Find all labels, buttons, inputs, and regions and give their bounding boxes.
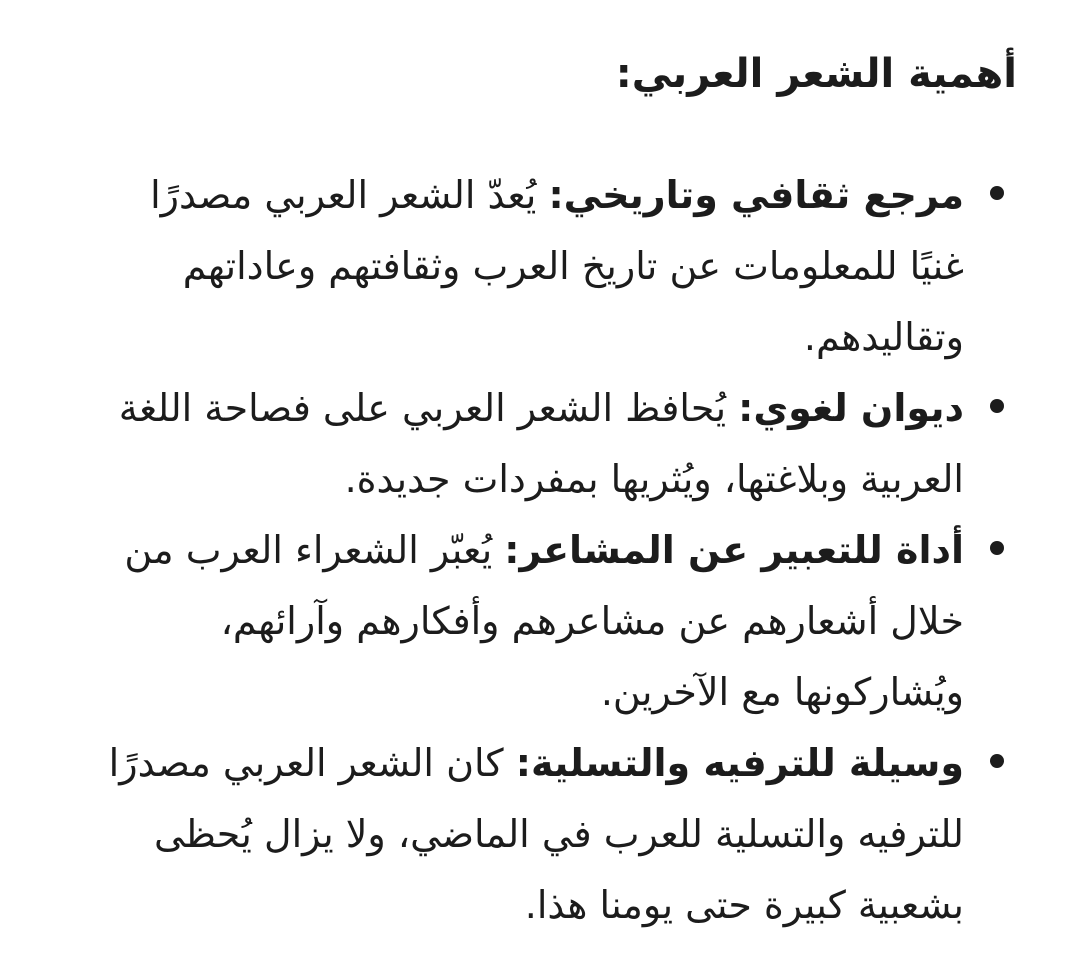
list-item	[104, 728, 964, 941]
item-term: ديوان لغوي:	[738, 386, 964, 430]
item-term: مرجع ثقافي وتاريخي:	[548, 173, 964, 217]
item-text: يُحافظ الشعر العربي على فصاحة اللغة العربية وبلاغتها، ويُثريها بمفردات جديدة.	[118, 386, 964, 501]
item-text: يُعبّر الشعراء العرب من خلال أشعارهم عن مشاعرهم وأفكارهم وآرائهم، ويُشاركونها مع الآخرين.	[124, 528, 964, 714]
bullet-list	[104, 160, 964, 941]
list-item	[104, 373, 964, 515]
item-term: وسيلة للترفيه والتسلية:	[515, 741, 964, 785]
item-term: أداة للتعبير عن المشاعر:	[504, 528, 964, 572]
list-item	[104, 515, 964, 728]
bullet-icon	[990, 186, 1004, 200]
bullet-icon	[990, 754, 1004, 768]
item-text: كان الشعر العربي مصدرًا للترفيه والتسلية للعرب في الماضي، ولا يزال يُحظى بشعبية كبيرة حتى يومنا هذا.	[108, 741, 964, 927]
list-item	[104, 160, 964, 373]
bullet-icon	[990, 541, 1004, 555]
item-text: يُعدّ الشعر العربي مصدرًا غنيًا للمعلومات عن تاريخ العرب وثقافتهم وعاداتهم وتقاليدهم.	[150, 173, 964, 359]
bullet-icon	[990, 399, 1004, 413]
section-heading: أهمية الشعر العربي:	[615, 51, 1017, 97]
